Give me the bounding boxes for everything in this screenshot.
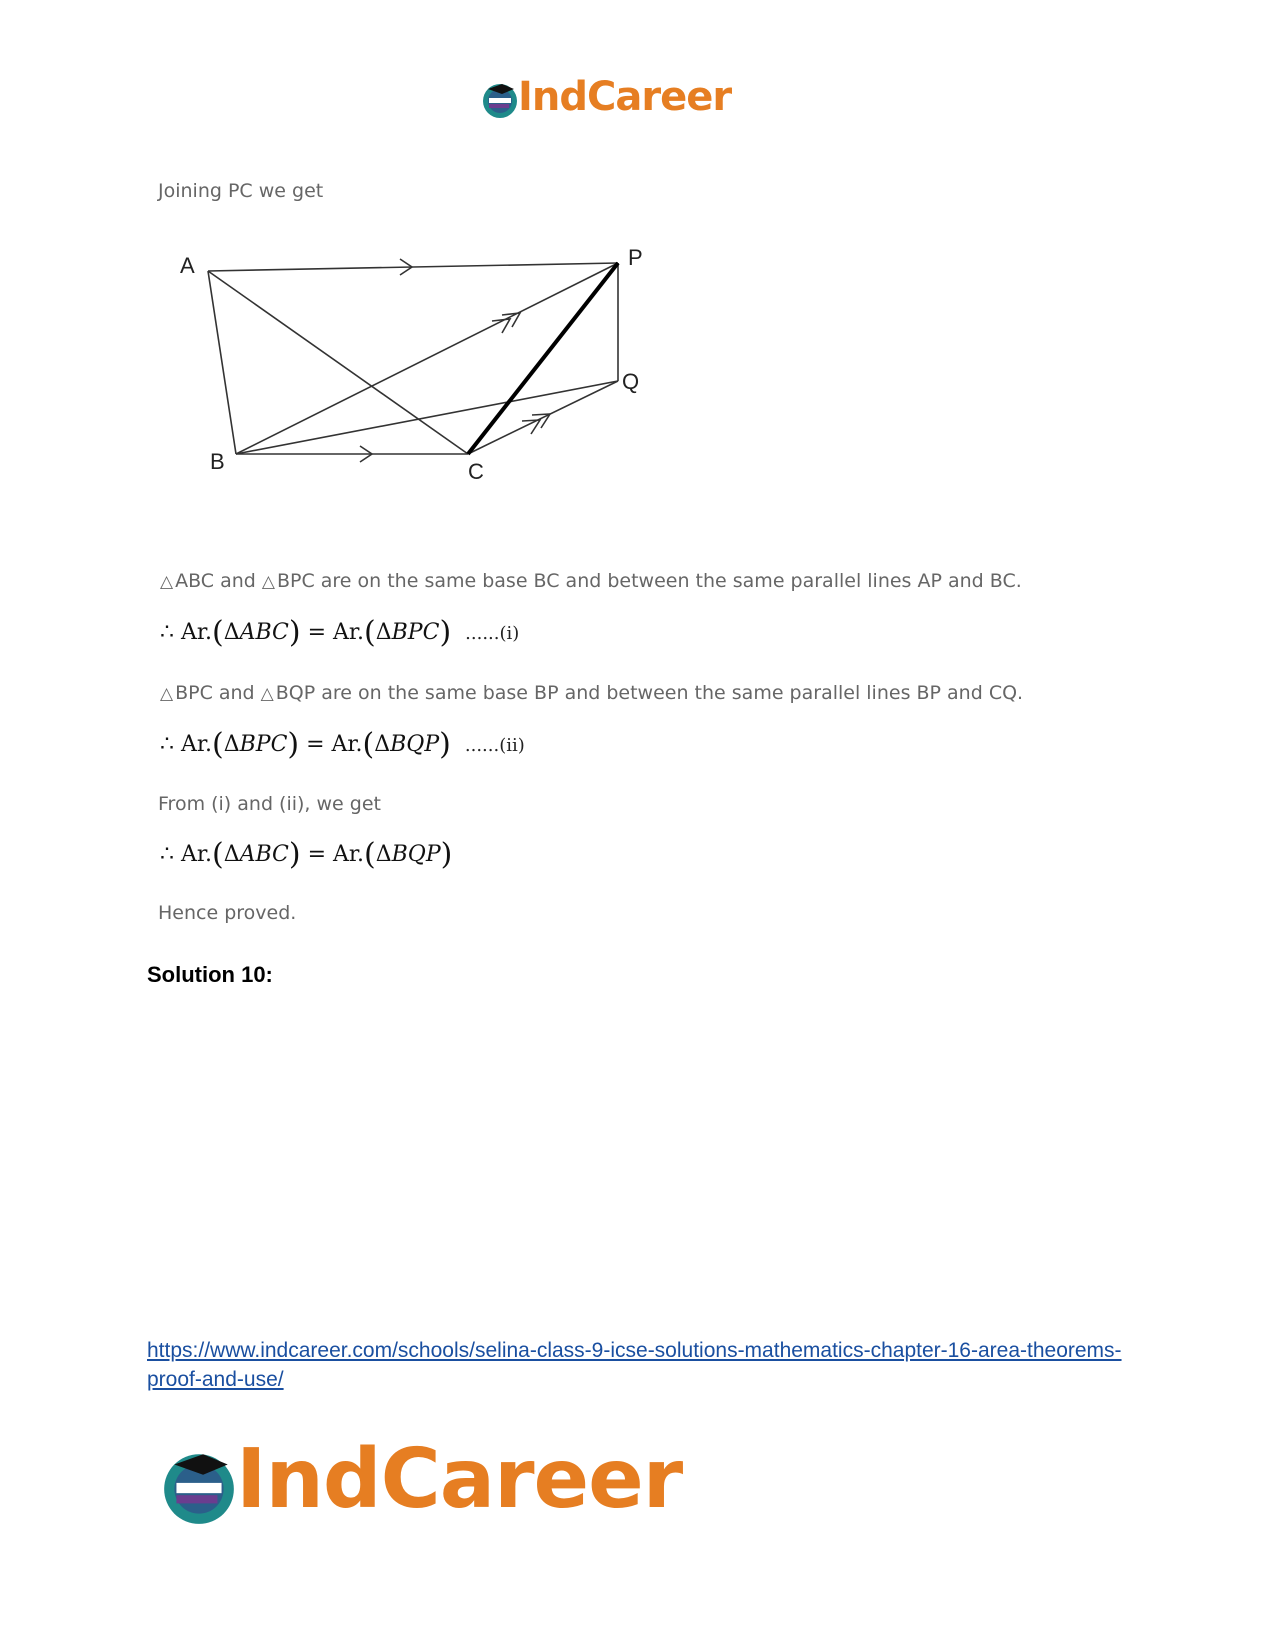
logo-globe-icon [158,1446,240,1528]
line-AB [208,271,236,454]
label-A: A [180,253,195,278]
equation-1-triangle-1: ABC [239,620,289,645]
equation-1-tag: ......(i) [465,623,520,644]
therefore-icon: ∴ [160,842,181,867]
triangle-icon: △ [261,572,275,592]
line-CQ [468,381,618,454]
statement-1-part-2: BPC are on the same base BC and between the same parallel lines AP and BC. [276,570,1022,592]
equation-3: ∴ Ar.(ΔABC) = Ar.(ΔBQP) [160,837,453,872]
label-Q: Q [622,369,640,394]
therefore-icon: ∴ [160,732,181,757]
statement-1-part-1: ABC and [175,570,262,592]
equation-2-triangle-1: BPC [239,732,288,757]
source-link[interactable]: https://www.indcareer.com/schools/selina-class-9-icse-solutions-mathematics-chapter-16-area-theorems-proof-and-use/ [147,1339,1122,1391]
equation-1-triangle-2: BPC [391,620,440,645]
label-C: C [468,459,484,484]
equation-2-tag: ......(ii) [464,735,525,756]
hence-proved-text: Hence proved. [158,902,297,924]
equation-1: ∴ Ar.(ΔABC) = Ar.(ΔBPC) ......(i) [160,615,520,650]
equation-3-triangle-1: ABC [239,842,289,867]
statement-2-part-2: BQP are on the same base BP and between the same parallel lines BP and CQ. [275,682,1024,704]
equation-2: ∴ Ar.(ΔBPC) = Ar.(ΔBQP) ......(ii) [160,727,525,762]
label-P: P [628,245,643,270]
statement-2 [160,682,1023,704]
footer-brand-name: IndCareer [236,1432,683,1527]
triangle-icon: △ [260,684,274,704]
header-brand-name: IndCareer [518,74,732,120]
therefore-icon: ∴ [160,620,181,645]
equation-3-triangle-2: BQP [391,842,441,867]
triangle-icon: △ [160,684,174,704]
equation-2-triangle-2: BQP [390,732,440,757]
statement-1 [160,570,1022,592]
line-BQ [236,381,618,454]
logo-globe-icon [480,80,520,120]
intro-text: Joining PC we get [158,180,324,202]
line-AC [208,271,468,454]
from-text: From (i) and (ii), we get [158,793,381,815]
statement-2-part-1: BPC and [175,682,261,704]
solution-heading: Solution 10: [147,962,273,987]
geometry-figure [170,245,690,505]
triangle-icon: △ [160,572,174,592]
label-B: B [210,449,225,474]
